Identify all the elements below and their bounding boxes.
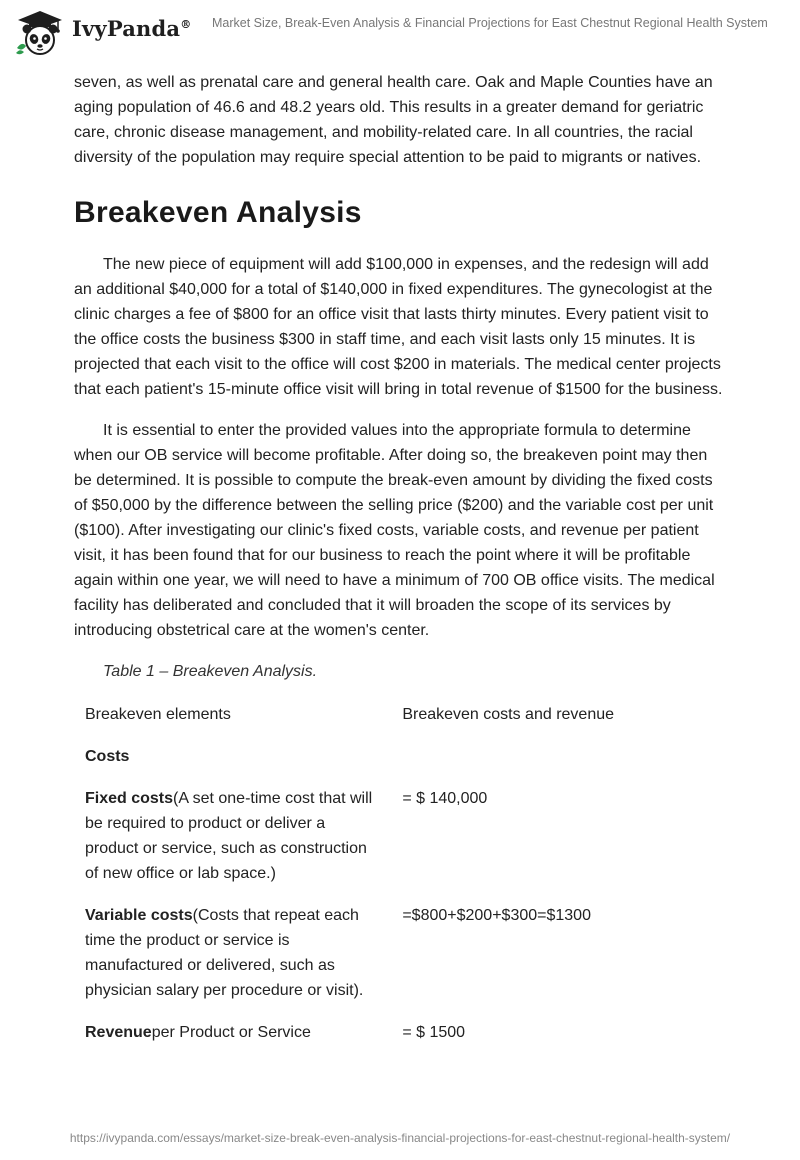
table-header-elements: Breakeven elements — [85, 706, 231, 723]
revenue-cell — [74, 1020, 391, 1045]
brand-name — [72, 16, 191, 41]
page-header — [0, 0, 800, 60]
table-row — [74, 903, 714, 1003]
panda-graduate-icon — [14, 8, 66, 56]
table-row — [74, 1020, 714, 1045]
fixed-costs-cell — [74, 786, 391, 886]
variable-costs-cell — [74, 903, 391, 1003]
paragraph-breakeven-formula: It is essential to enter the provided values into the appropriate formula to determine when our OB service will become profitable. After doing so, the breakeven point may then be determined. It is possible to compute the break-even amount by dividing the fixed costs of $50,000 by the difference between the selling price ($200) and the variable cost per unit ($100). After investigating our clinic's fixed costs, variable costs, and revenue per patient visit, it has been found that for our business to reach the point where it will be profitable again within one year, we will need to have a minimum of 700 OB office visits. The medical facility has deliberated and concluded that it will broaden the scope of its services by introducing obstetrical care at the women's center. — [74, 422, 715, 639]
registered-mark: ® — [180, 18, 192, 31]
table-row-costs-label — [74, 744, 714, 769]
intro-paragraph: seven, as well as prenatal care and general health care. Oak and Maple Counties have an aging population of 46.6 and 48.2 years old. This results in a greater demand for geriatric care, chronic disease management, and mobility-related care. In all countries, the racial diversity of the population may require special attention to be paid to migrants or natives. — [74, 74, 713, 166]
fixed-costs-value: = $ 140,000 — [402, 790, 488, 807]
revenue-description: per Product or Service — [151, 1024, 311, 1041]
fixed-costs-term: Fixed costs — [85, 790, 174, 807]
brand-text: IvyPanda — [72, 16, 181, 41]
variable-costs-description: (Costs that repeat each time the product or service is manufactured or delivered, such as physician salary per procedure or visit). — [85, 907, 364, 999]
breakeven-table — [74, 702, 714, 1045]
costs-label: Costs — [85, 748, 130, 765]
revenue-value: = $ 1500 — [402, 1024, 466, 1041]
source-url-link[interactable]: https://ivypanda.com/essays/market-size-break-even-analysis-financial-projections-for-east-chestnut-regional-health-system/ — [69, 1131, 731, 1145]
fixed-costs-description: (A set one-time cost that will be required to product or deliver a product or service, such as construction of new office or lab space.) — [85, 790, 373, 882]
revenue-term: Revenue — [85, 1024, 152, 1041]
table-caption: Table 1 – Breakeven Analysis. — [103, 663, 318, 680]
variable-costs-value: =$800+$200+$300=$1300 — [402, 907, 591, 924]
section-heading: Breakeven Analysis — [74, 196, 362, 229]
essay-content — [74, 70, 726, 1045]
table-header-costs-revenue: Breakeven costs and revenue — [402, 706, 615, 723]
variable-costs-term: Variable costs — [85, 907, 193, 924]
paragraph-equipment-costs: The new piece of equipment will add $100,000 in expenses, and the redesign will add an additional $40,000 for a total of $140,000 in fixed expenditures. The gynecologist at the clinic charges a fee of $800 for an office visit that lasts thirty minutes. Every patient visit to the office costs the business $300 in staff time, and each visit lasts only 15 minutes. It is projected that each visit to the office will cost $200 in materials. The medical center projects that each patient's 15-minute office visit will bring in total revenue of $1500 for the business. — [74, 256, 723, 398]
ivypanda-logo[interactable] — [14, 6, 190, 58]
document-title: Market Size, Break-Even Analysis & Financial Projections for East Chestnut Regional Health System — [212, 16, 768, 30]
table-header-row — [74, 702, 714, 727]
table-row — [74, 786, 714, 886]
